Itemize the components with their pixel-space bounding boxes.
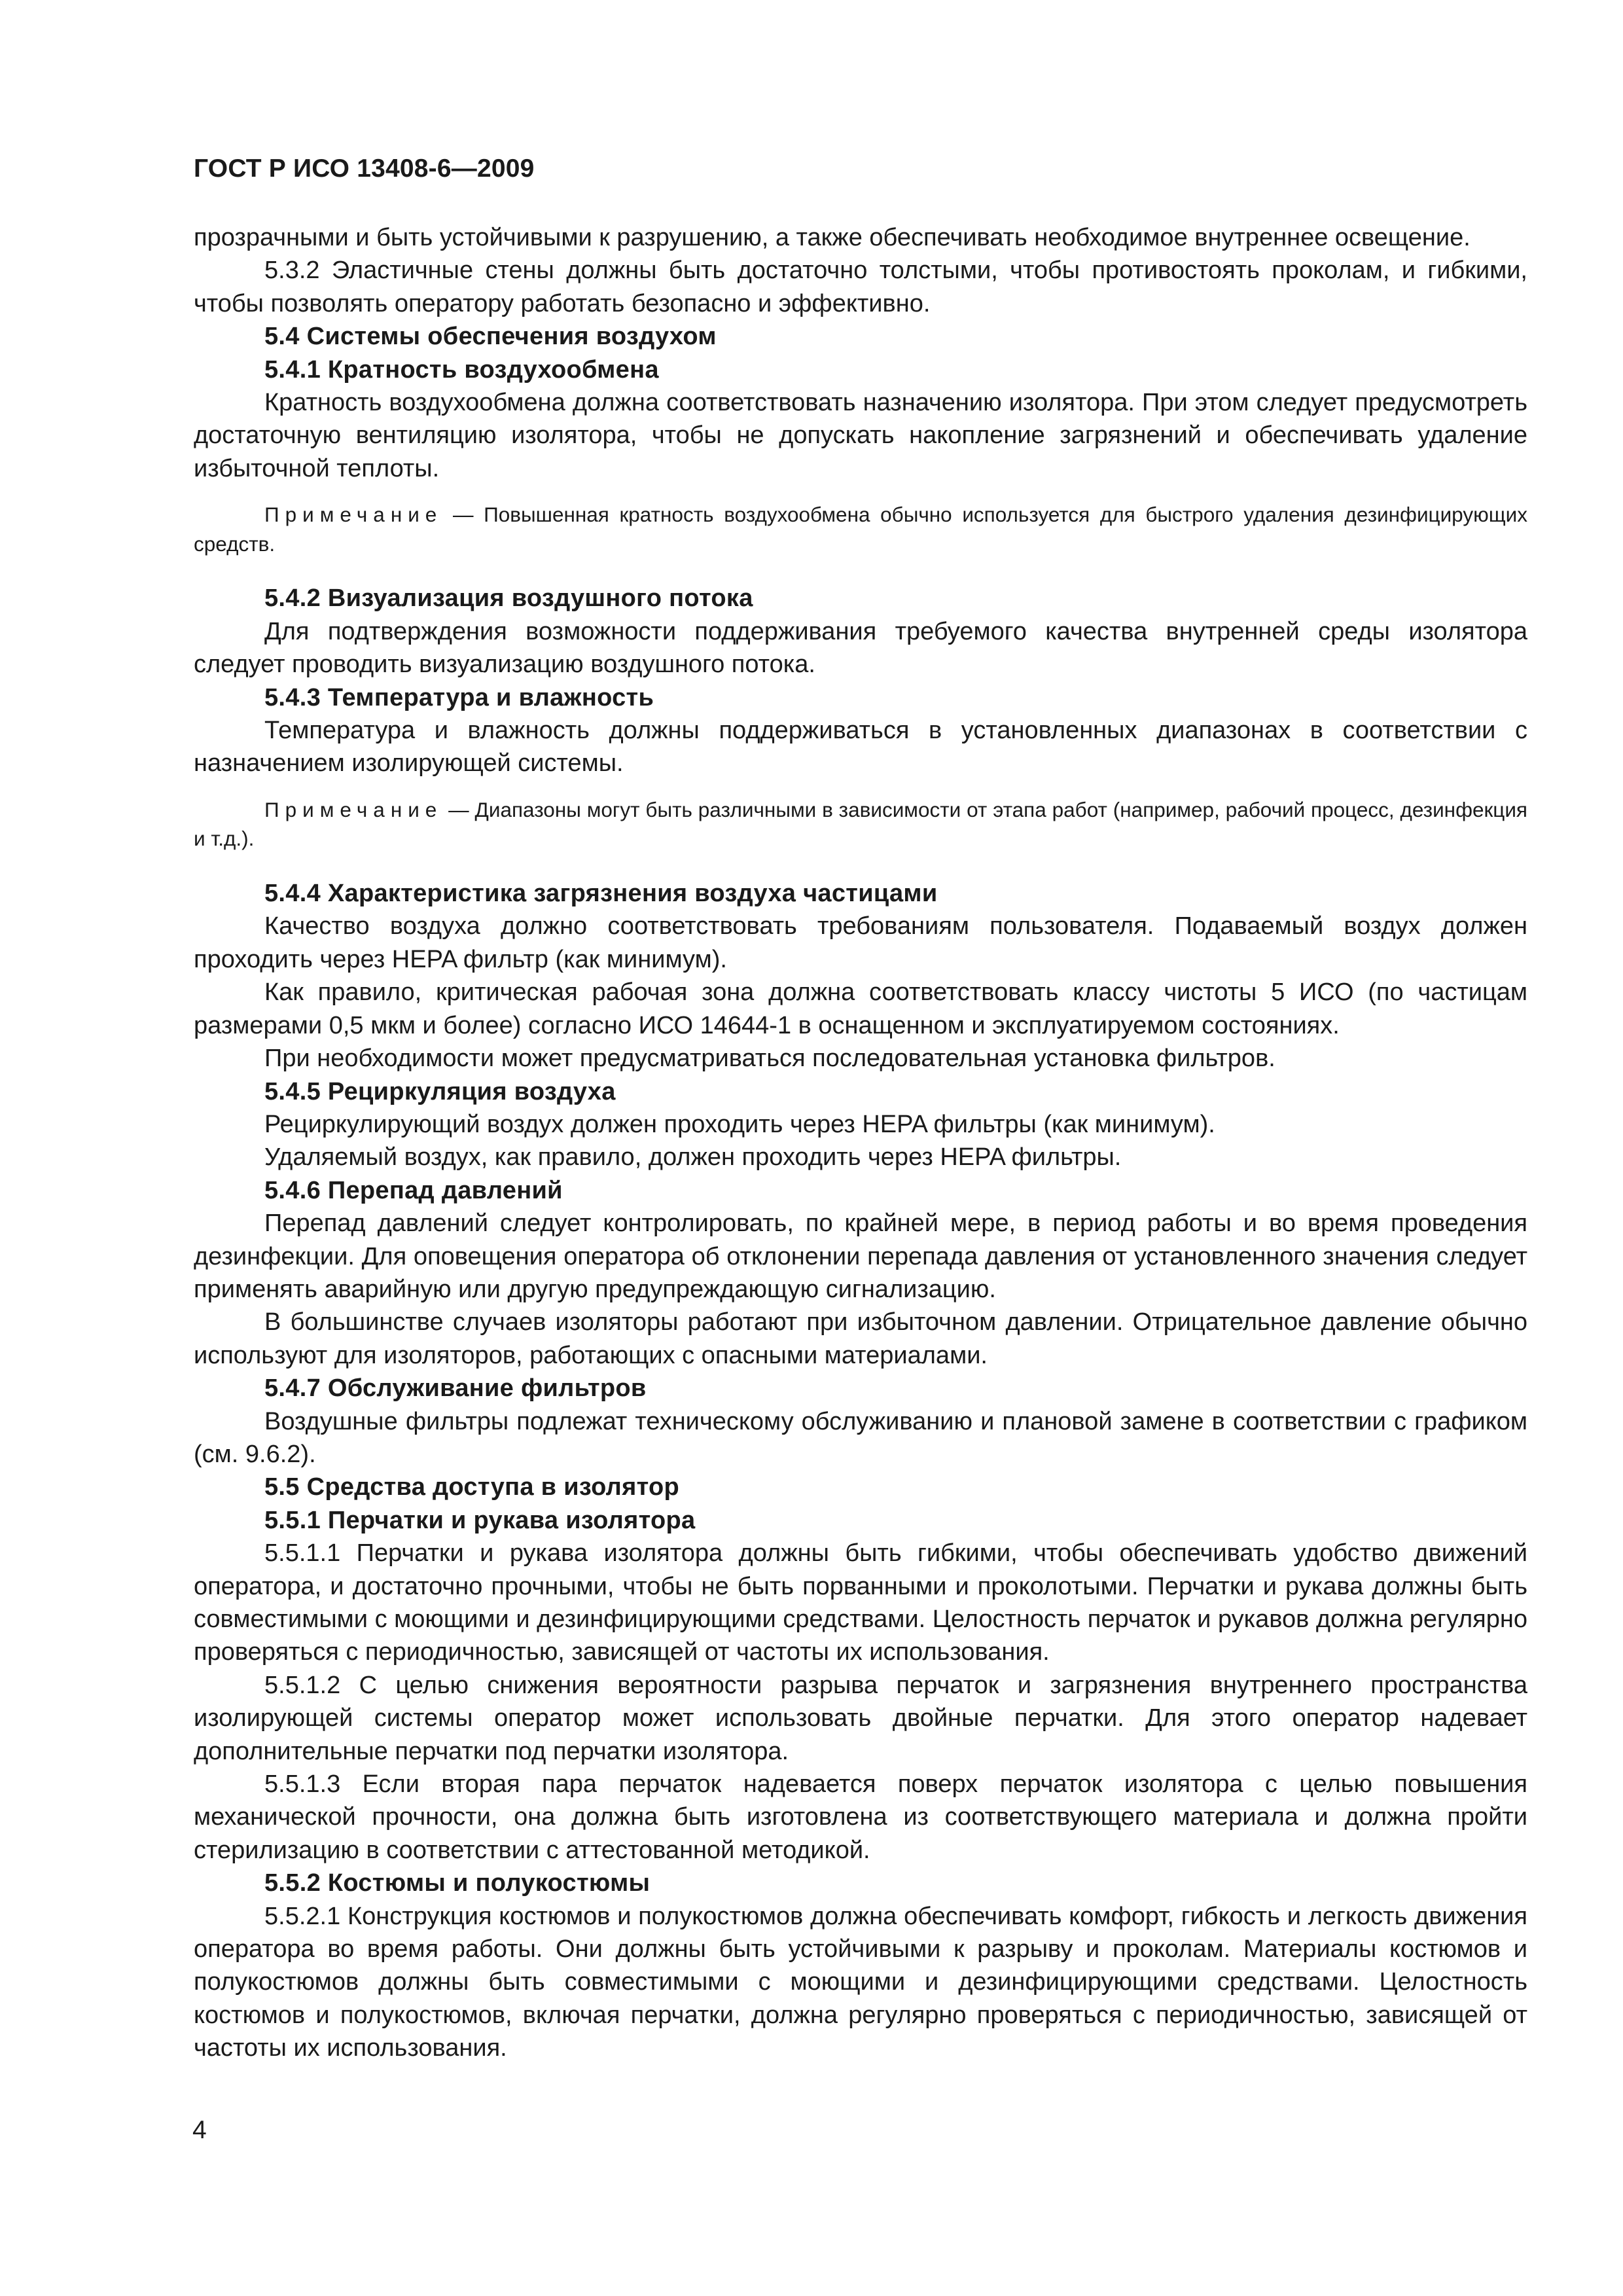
body-paragraph: прозрачными и быть устойчивыми к разрушению, а также обеспечивать необходимое внутреннее освещение. bbox=[194, 224, 1471, 251]
body-paragraph: Как правило, критическая рабочая зона должна соответствовать классу чистоты 5 ИСО (по частицам размерами 0,5 мкм и более) согласно ИСО 14644-1 в оснащенном и эксплуатируемом состояниях. bbox=[194, 978, 1527, 1039]
section-heading: 5.4.4 Характеристика загрязнения воздуха частицами bbox=[264, 880, 938, 908]
body-paragraph: Температура и влажность должны поддерживаться в установленных диапазонах в соответствии с назначением изолирующей системы. bbox=[194, 717, 1527, 778]
body-paragraph: Качество воздуха должно соответствовать требованиям пользователя. Подаваемый воздух должен проходить через HEPA фильтр (как минимум). bbox=[194, 912, 1527, 973]
body-paragraph: В большинстве случаев изоляторы работают при избыточном давлении. Отрицательное давление обычно используют для изоляторов, работающих с опасными материалами. bbox=[194, 1308, 1527, 1369]
note-paragraph bbox=[194, 500, 1527, 558]
body-paragraph: Рециркулирующий воздух должен проходить через HEPA фильтры (как минимум). bbox=[264, 1110, 1215, 1138]
document-body bbox=[194, 221, 1527, 2065]
section-heading: 5.4.7 Обслуживание фильтров bbox=[264, 1374, 647, 1403]
body-paragraph: Для подтверждения возможности поддерживания требуемого качества внутренней среды изолятора следует проводить визуализацию воздушного потока. bbox=[194, 617, 1527, 679]
body-paragraph: 5.5.1.1 Перчатки и рукава изолятора должны быть гибкими, чтобы обеспечивать удобство движений оператора, и достаточно прочными, чтобы не быть порванными и проколотыми. Перчатки и рукава должны быть совместимыми с моющими и дезинфицирующими средствами. Целостность перчаток и рукавов должна регулярно проверяться с периодичностью, зависящей от частоты их использования. bbox=[194, 1539, 1527, 1666]
section-heading: 5.5.2 Костюмы и полукостюмы bbox=[264, 1869, 651, 1897]
page-number: 4 bbox=[192, 2116, 207, 2144]
body-paragraph: 5.3.2 Эластичные стены должны быть достаточно толстыми, чтобы противостоять проколам, и гибкими, чтобы позволять оператору работать безопасно и эффективно. bbox=[194, 257, 1527, 317]
section-heading: 5.4.3 Температура и влажность bbox=[264, 683, 654, 711]
note-paragraph bbox=[194, 795, 1527, 853]
body-paragraph: 5.5.1.3 Если вторая пара перчаток надевается поверх перчаток изолятора с целью повышения механической прочности, она должна быть изготовлена из соответствующего материала и должна пройти стерилизацию в соответствии с аттестованной методикой. bbox=[194, 1770, 1527, 1864]
section-heading: 5.5.1 Перчатки и рукава изолятора bbox=[264, 1506, 696, 1534]
section-heading: 5.4.1 Кратность воздухообмена bbox=[264, 355, 659, 384]
body-paragraph: Удаляемый воздух, как правило, должен проходить через HEPA фильтры. bbox=[264, 1143, 1122, 1172]
section-heading: 5.4 Системы обеспечения воздухом bbox=[264, 323, 717, 351]
body-paragraph: 5.5.2.1 Конструкция костюмов и полукостюмов должна обеспечивать комфорт, гибкость и легкость движения оператора во время работы. Они должны быть устойчивыми к разрыву и проколам. Материалы костюмов и полукостюмов должны быть совместимыми с моющими и дезинфицирующими средствами. Целостность костюмов и полукостюмов, включая перчатки, должна регулярно проверяться с периодичностью, зависящей от частоты их использования. bbox=[194, 1902, 1527, 2062]
section-heading: 5.5 Средства доступа в изолятор bbox=[264, 1473, 680, 1501]
section-heading: 5.4.6 Перепад давлений bbox=[264, 1176, 563, 1204]
body-paragraph: При необходимости может предусматриваться последовательная установка фильтров. bbox=[264, 1045, 1275, 1073]
note-label: Примечание bbox=[264, 797, 443, 821]
section-heading: 5.4.5 Рециркуляция воздуха bbox=[264, 1077, 616, 1105]
body-paragraph: Кратность воздухообмена должна соответствовать назначению изолятора. При этом следует предусмотреть достаточную вентиляцию изолятора, чтобы не допускать накопление загрязнений и обеспечивать удаление избыточной теплоты. bbox=[194, 389, 1527, 482]
note-text: — Повышенная кратность воздухообмена обычно используется для быстрого удаления дезинфицирующих средств. bbox=[194, 503, 1527, 556]
section-heading: 5.4.2 Визуализация воздушного потока bbox=[264, 584, 753, 613]
body-paragraph: 5.5.1.2 С целью снижения вероятности разрыва перчаток и загрязнения внутреннего пространства изолирующей системы оператор может использовать двойные перчатки. Для этого оператор надевает дополнительные перчатки под перчатки изолятора. bbox=[194, 1671, 1527, 1765]
document-header-title: ГОСТ Р ИСО 13408-6—2009 bbox=[194, 154, 535, 183]
body-paragraph: Воздушные фильтры подлежат техническому обслуживанию и плановой замене в соответствии с графиком (см. 9.6.2). bbox=[194, 1407, 1527, 1468]
note-label: Примечание bbox=[264, 503, 443, 527]
body-paragraph: Перепад давлений следует контролировать, по крайней мере, в период работы и во время проведения дезинфекции. Для оповещения оператора об отклонении перепада давления от установленного значения следует применять аварийную или другую предупреждающую сигнализацию. bbox=[194, 1210, 1527, 1303]
note-text: — Диапазоны могут быть различными в зависимости от этапа работ (например, рабочий процесс, дезинфекция и т.д.). bbox=[194, 797, 1527, 851]
